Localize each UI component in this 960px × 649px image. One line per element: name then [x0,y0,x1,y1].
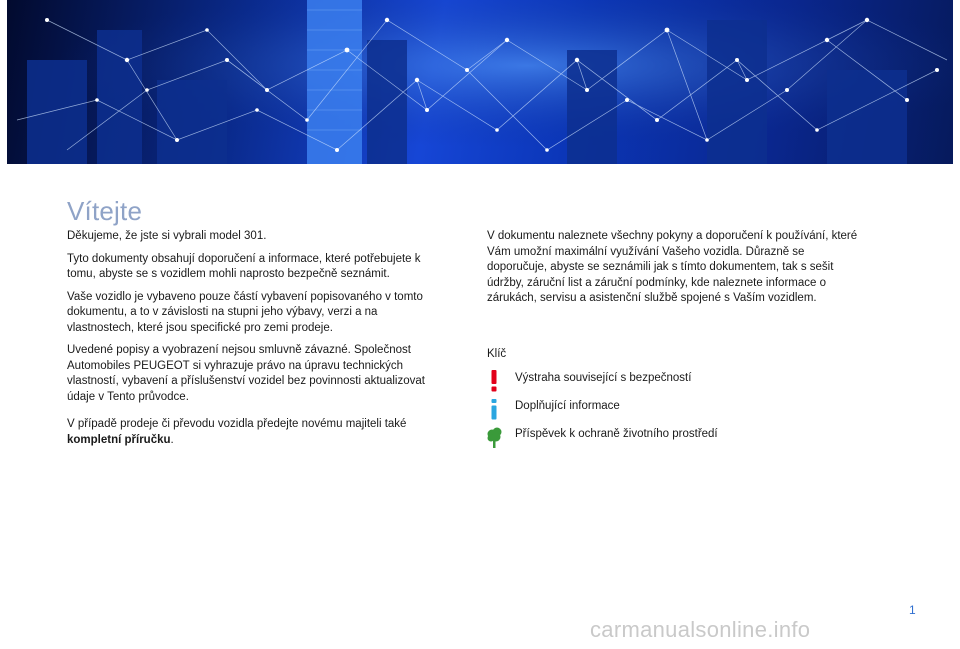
intro-right-paragraph: V dokumentu naleznete všechny pokyny a doporučení k používání, které Vám umožní maximální využívání Vašeho vozidla. Důrazně se doporučuje, abyste se seznámili jak s tímto dokumentem, tak s sešit údržby, záruční list a záruční podmínky, kde naleznete informace o zárukách, servisu a asistenční službě spojené s Vaším vozidlem. [487,230,858,304]
intro-paragraph-5-bold: kompletní příručku [67,433,171,446]
page-number: 1 [909,603,916,617]
intro-paragraph-1: Děkujeme, že jste si vybrali model 301. [67,230,267,242]
tree-icon [485,426,503,448]
legend-key [487,348,867,454]
intro-paragraph-4: Uvedené popisy a vyobrazení nejsou smluvně závazné. Společnost Automobiles PEUGEOT si vyhrazuje právo na úpravu technických vlastností, vybavení a příslušenství vozidel bez povinnosti aktualizovat údaje v Tento průvodce. [67,344,425,403]
page-title: Vítejte [67,196,143,226]
watermark-text: carmanualsonline.info [590,617,811,642]
info-icon [487,398,501,420]
legend-title: Klíč [487,348,507,360]
legend-item-safety-warning [487,370,867,396]
legend-label-environment: Příspěvek k ochraně životního prostředí [515,428,718,440]
legend-item-environment [487,426,867,452]
header-banner-image [7,0,953,164]
intro-left-column [67,229,447,455]
legend-label-additional-info: Doplňující informace [515,400,620,412]
intro-paragraph-5-text: V případě prodeje či převodu vozidla předejte novému majiteli také [67,418,407,430]
exclamation-icon [487,370,501,392]
legend-item-additional-info [487,398,867,424]
intro-paragraph-3: Vaše vozidlo je vybaveno pouze částí vybavení popisovaného v tomto dokumentu, a to v závislosti na stupni jeho výbavy, verzi a na vlastnostech, které jsou specifické pro zemi prodeje. [67,290,423,334]
network-city-illustration [7,0,953,164]
intro-right-column [487,229,867,307]
legend-label-safety-warning: Výstraha související s bezpečností [515,372,692,384]
intro-paragraph-5 [67,417,447,448]
intro-paragraph-5-end: . [170,433,174,446]
intro-paragraph-2: Tyto dokumenty obsahují doporučení a informace, které potřebujete k tomu, abyste se s vozidlem mohli naprosto bezpečně seznámit. [67,252,421,280]
